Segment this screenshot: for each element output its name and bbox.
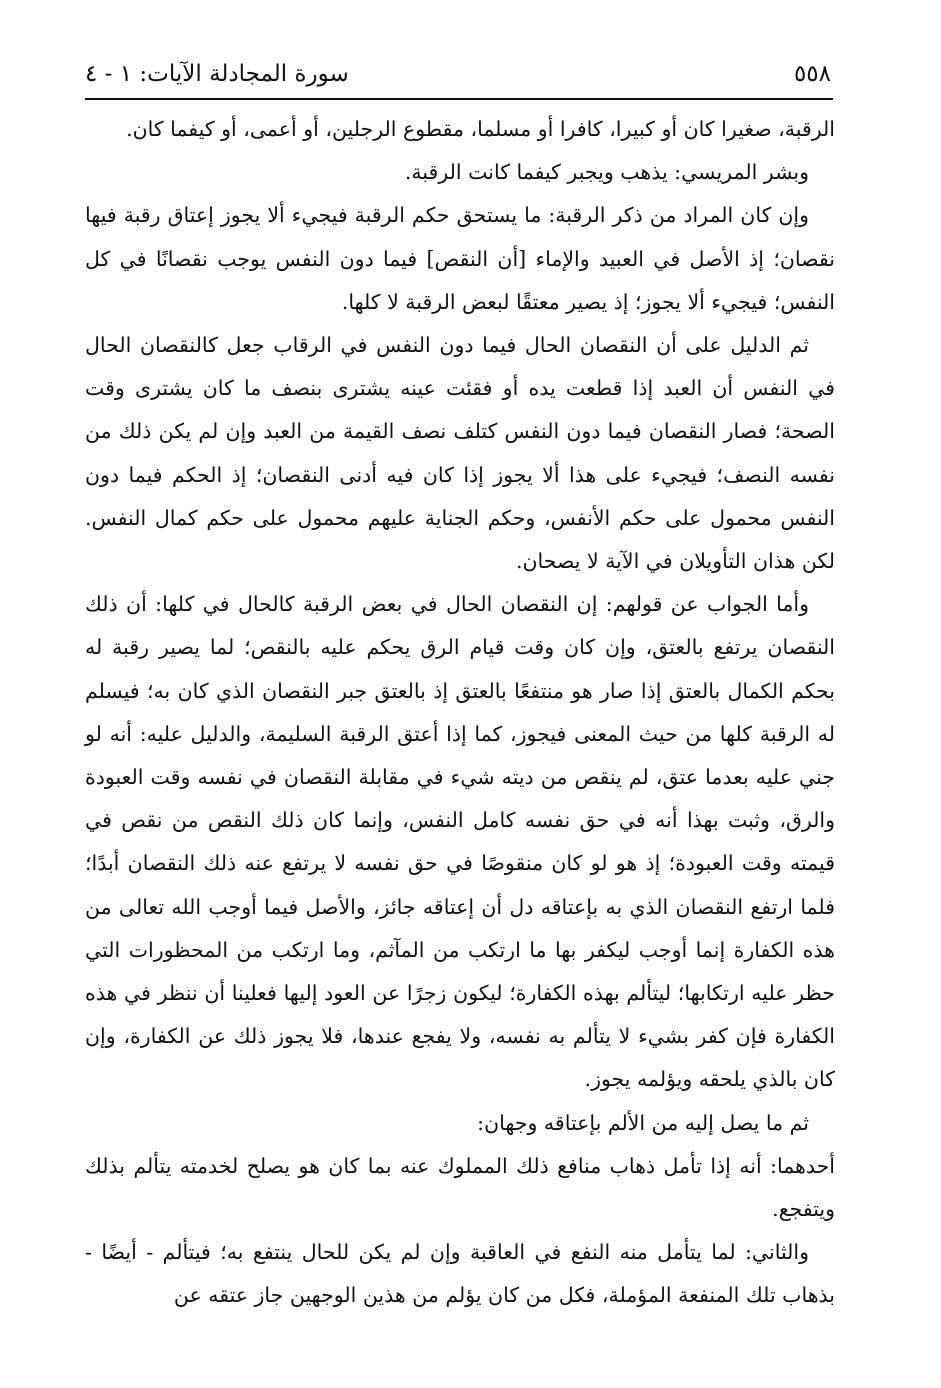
running-title: سورة المجادلة الآيات: ١ - ٤ <box>85 61 349 87</box>
paragraph-4: ثم الدليل على أن النقصان الحال فيما دون النفس في الرقاب جعل كالنقصان الحال في النفس أن العبد إذا قطعت يده أو فقئت عينه يشترى بنصف ما كان يشترى وقت الصحة؛ فصار النقصان فيما دون النفس كتلف نصف القيمة من العبد وإن لم يكن ذلك من نفسه النصف؛ فيجيء على هذا ألا يجوز إذا كان فيه أدنى النقصان؛ إذ الحكم فيما دون النفس محمول على حكم الأنفس، وحكم الجناية عليهم محمول على حكم كمال النفس. لكن هذان التأويلان في الآية لا يصحان. <box>85 333 835 574</box>
paragraph-1: الرقبة، صغيرا كان أو كبيرا، كافرا أو مسلما، مقطوع الرجلين، أو أعمى، أو كيفما كان. <box>126 117 835 141</box>
page-body <box>85 108 835 1318</box>
paragraph-8: والثاني: لما يتأمل منه النفع في العاقبة وإن لم يكن للحال ينتفع به؛ فيتألم - أيضًا - بذهاب تلك المنفعة المؤملة، فكل من كان يؤلم من هذين الوجهين جاز عتقه عن <box>85 1240 835 1308</box>
paragraph-2: وبشر المريسي: يذهب ويجبر كيفما كانت الرقبة. <box>404 160 809 185</box>
paragraph-3: وإن كان المراد من ذكر الرقبة: ما يستحق حكم الرقبة فيجيء ألا يجوز إعتاق رقبة فيها نقصان؛ إذ الأصل في العبيد والإماء [أن النقص] فيما دون النفس يوجب نقصانًا في كل النفس؛ فيجيء ألا يجوز؛ إذ يصير معتقًا لبعض الرقبة لا كلها. <box>85 203 835 314</box>
page-header <box>85 52 831 96</box>
paragraph-5: وأما الجواب عن قولهم: إن النقصان الحال في بعض الرقبة كالحال في كلها: أن ذلك النقصان يرتفع بالعتق، وإن كان وقت قيام الرق يحكم عليه بالنقص؛ لما يصير رقبة له بحكم الكمال بالعتق إذا صار هو منتفعًا بالعتق إذ بالعتق جبر النقصان الذي كان به؛ فيسلم له الرقبة كلها من حيث المعنى فيجوز، كما إذا أعتق الرقبة السليمة، والدليل عليه: أنه لو جني عليه بعدما عتق، لم ينقص من ديته شيء في مقابلة النقصان في نفسه وقت العبودة والرق، وثبت بهذا أنه في حق نفسه كامل النفس، وإنما كان ذلك النقص من نقص في قيمته وقت العبودة؛ إذ هو لو كان منقوصًا في حق نفسه لا يرتفع عنه ذلك النقصان أبدًا؛ فلما ارتفع النقصان الذي به بإعتاقه دل أن إعتاقه جائز، والأصل فيما أوجب الله تعالى من هذه الكفارة إنما أوجب ليكفر بها ما ارتكب من المآثم، وما ارتكب من المحظورات التي حظر عليه ارتكابها؛ ليتألم بهذه الكفارة؛ ليكون زجرًا عن العود إليها فعلينا أن ننظر في هذه الكفارة فإن كفر بشيء لا يتألم به نفسه، ولا يفجع عندها، فلا يجوز ذلك عن الكفارة، وإن كان بالذي يلحقه ويؤلمه يجوز. <box>85 592 835 1092</box>
header-divider <box>85 98 833 100</box>
page-number: ٥٥٨ <box>793 61 831 87</box>
paragraph-7: أحدهما: أنه إذا تأمل ذهاب منافع ذلك المملوك عنه بما كان هو يصلح لخدمته يتألم بذلك ويتفجع. <box>85 1153 835 1222</box>
paragraph-6: ثم ما يصل إليه من الألم بإعتاقه وجهان: <box>477 1110 809 1135</box>
